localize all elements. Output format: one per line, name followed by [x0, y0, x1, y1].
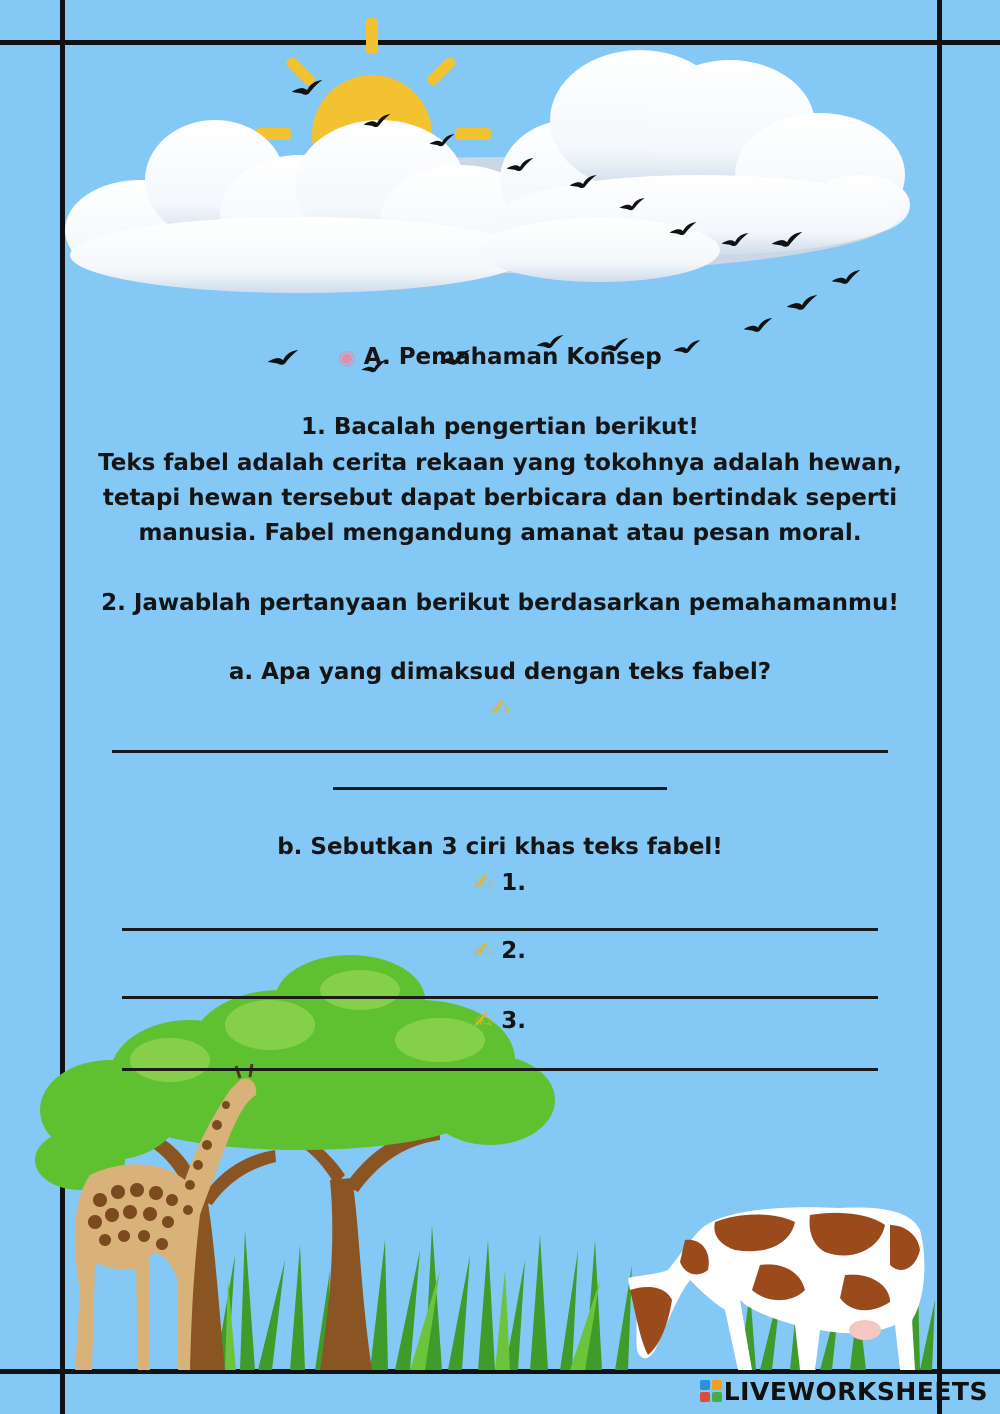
- writing-hand-icon: ✍: [473, 870, 494, 896]
- q2-heading: 2. Jawablah pertanyaan berikut berdasarkan pemahamanmu!: [101, 590, 899, 616]
- answer-a-line-2: [333, 787, 667, 790]
- answer-b1-input[interactable]: [122, 890, 882, 932]
- answer-b3-input[interactable]: [122, 1030, 882, 1072]
- writing-hand-icon: ✍: [490, 696, 510, 722]
- liveworksheets-logo: [700, 1377, 988, 1406]
- item-label: 2.: [501, 938, 527, 964]
- q1-heading: 1. Bacalah pengertian berikut!: [301, 414, 699, 440]
- writing-hand-icon: ✍: [473, 938, 494, 964]
- liveworksheets-logo-icon: [700, 1380, 722, 1402]
- answer-b2-input[interactable]: [122, 958, 882, 1000]
- q1-definition-line: Teks fabel adalah cerita rekaan yang tokohnya adalah hewan,: [98, 450, 902, 476]
- writing-hand-icon: ✍: [473, 1008, 494, 1034]
- section-title-text: A. Pemahaman Konsep: [363, 344, 662, 370]
- item-label: 3.: [501, 1008, 527, 1034]
- question-b: b. Sebutkan 3 ciri khas teks fabel!: [277, 834, 723, 860]
- section-title: [0, 340, 1000, 374]
- question-a: a. Apa yang dimaksud dengan teks fabel?: [228, 659, 772, 685]
- brain-icon: ◉: [338, 345, 356, 369]
- answer-a-input[interactable]: [112, 712, 892, 754]
- watermark-text: LIVEWORKSHEETS: [723, 1377, 988, 1406]
- item-label: 1.: [501, 870, 527, 896]
- q1-definition-line: tetapi hewan tersebut dapat berbicara dan bertindak seperti: [102, 485, 898, 511]
- q1-definition-line: manusia. Fabel mengandung amanat atau pesan moral.: [138, 520, 862, 546]
- cow-icon: [628, 1207, 924, 1370]
- cloud-icon: [65, 50, 910, 293]
